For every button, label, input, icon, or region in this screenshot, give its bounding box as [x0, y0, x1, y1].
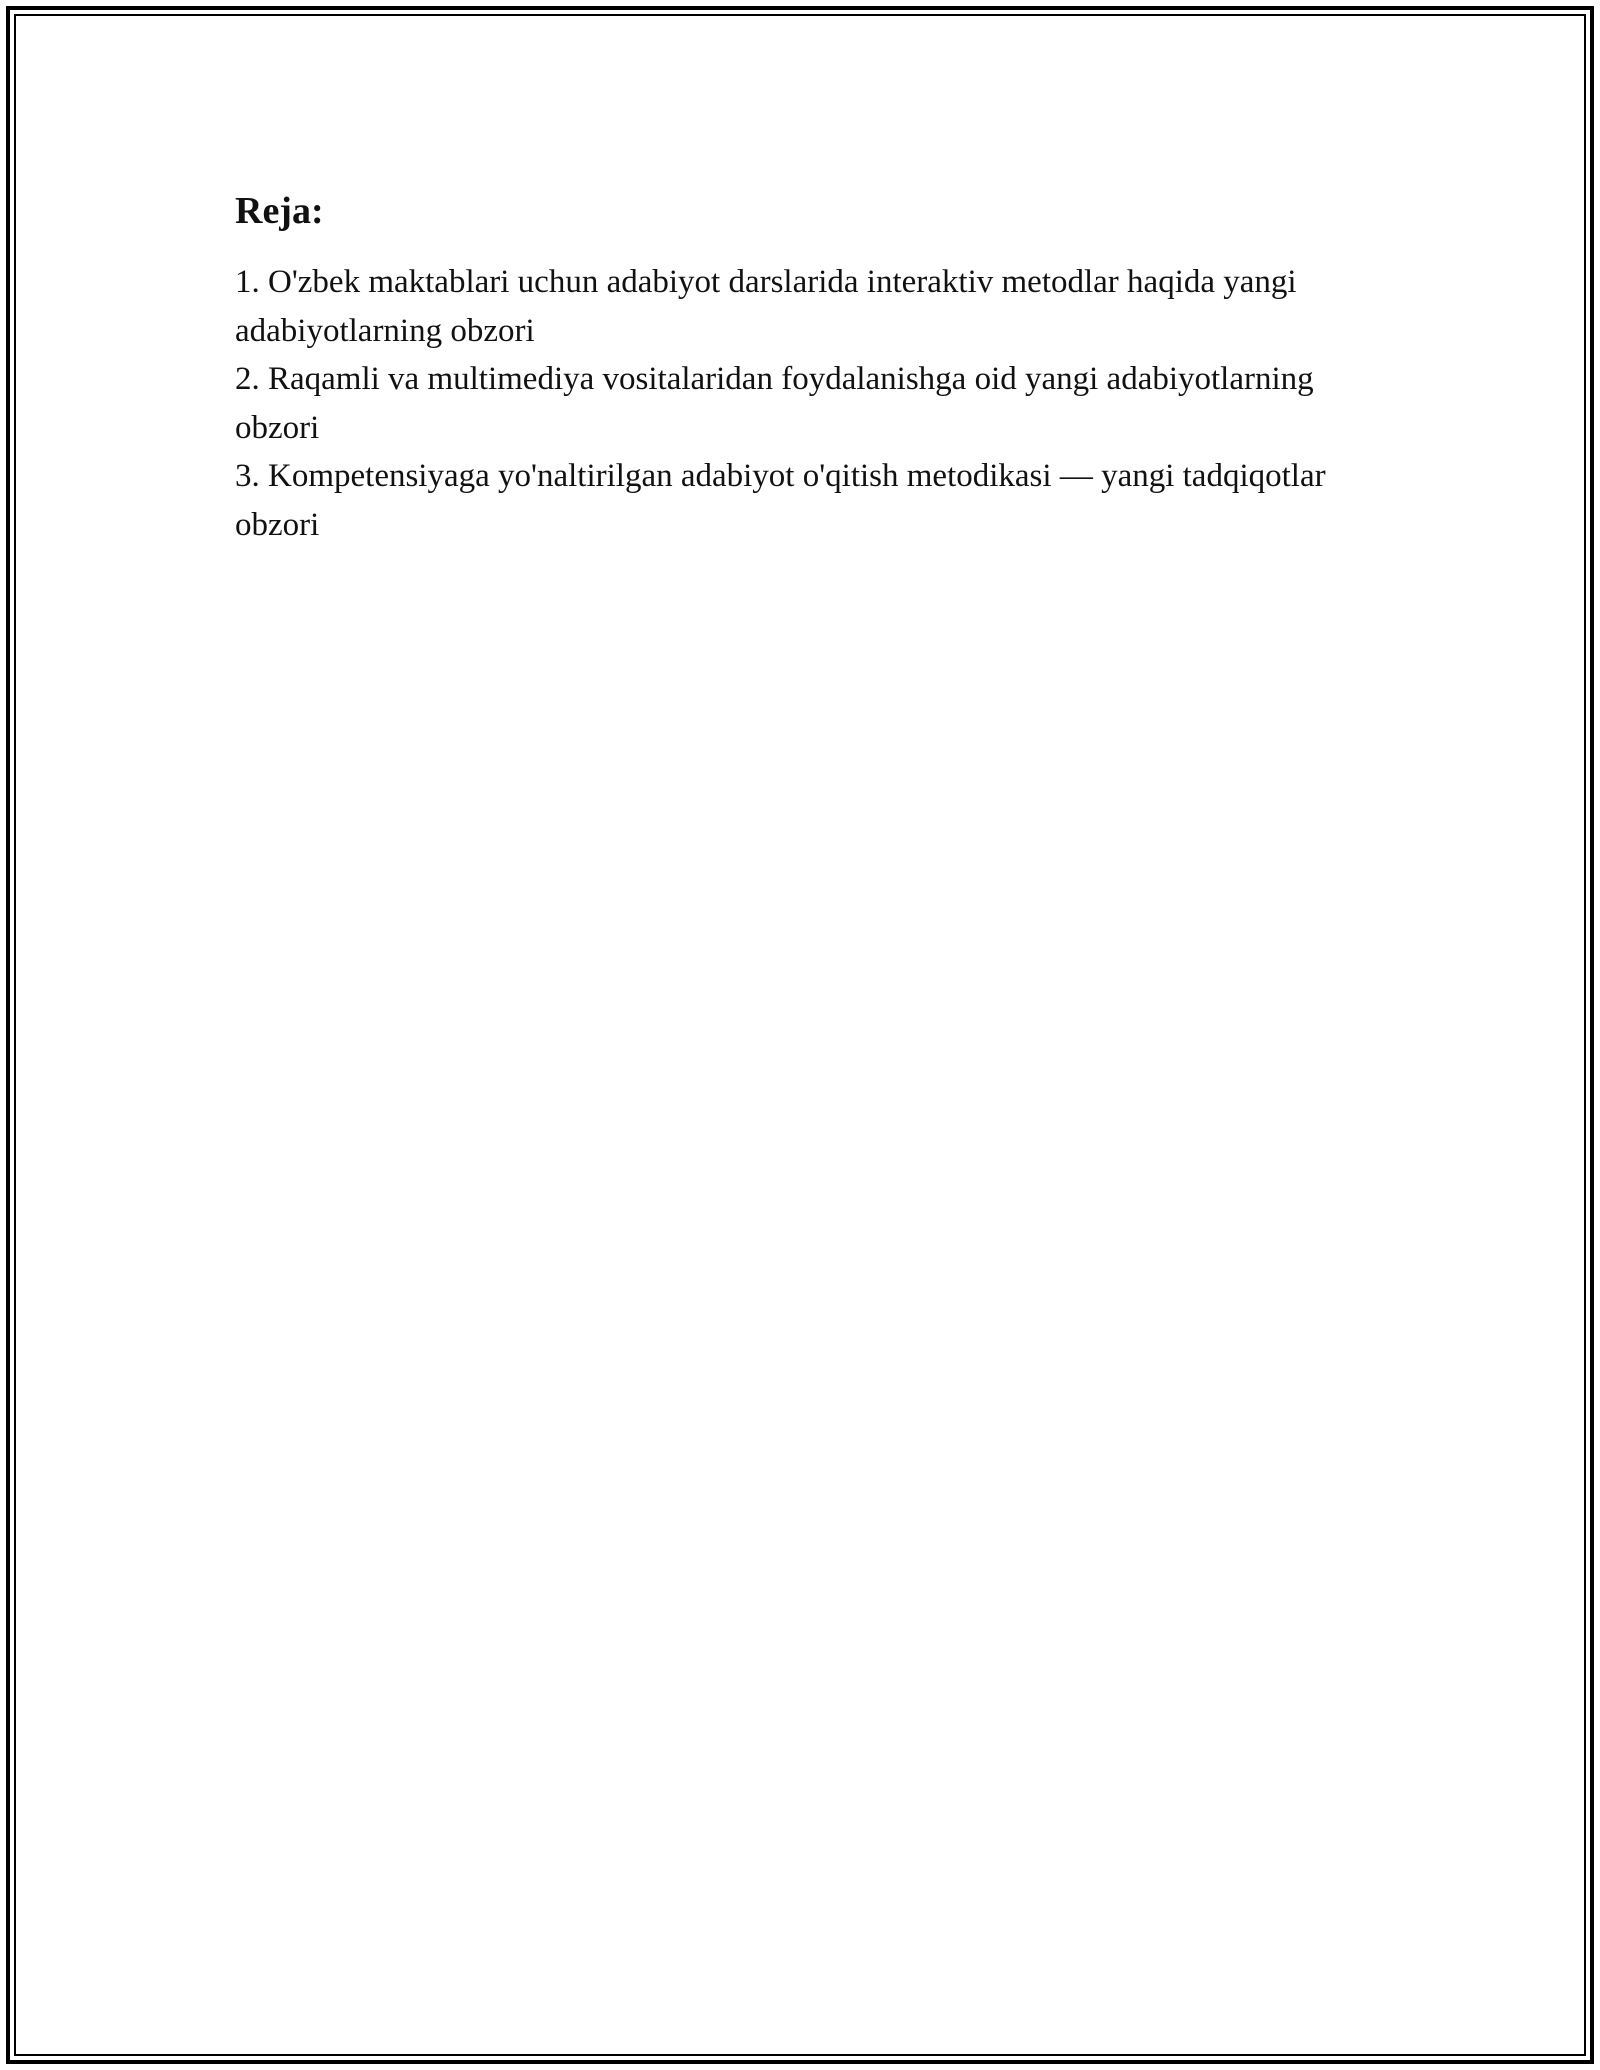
plan-item-1: 1. O'zbek maktablari uchun adabiyot darslarida interaktiv metodlar haqida yangi adabiyotlarning obzori — [235, 264, 1297, 349]
plan-list — [235, 258, 1375, 549]
plan-heading: Reja: — [235, 190, 324, 232]
document-body — [235, 186, 1375, 549]
plan-item-2: 2. Raqamli va multimediya vositalaridan foydalanishga oid yangi adabiyotlarning obzori — [235, 361, 1314, 446]
plan-item-3: 3. Kompetensiyaga yo'naltirilgan adabiyot o'qitish metodikasi — yangi tadqiqotlar obzori — [235, 458, 1326, 543]
